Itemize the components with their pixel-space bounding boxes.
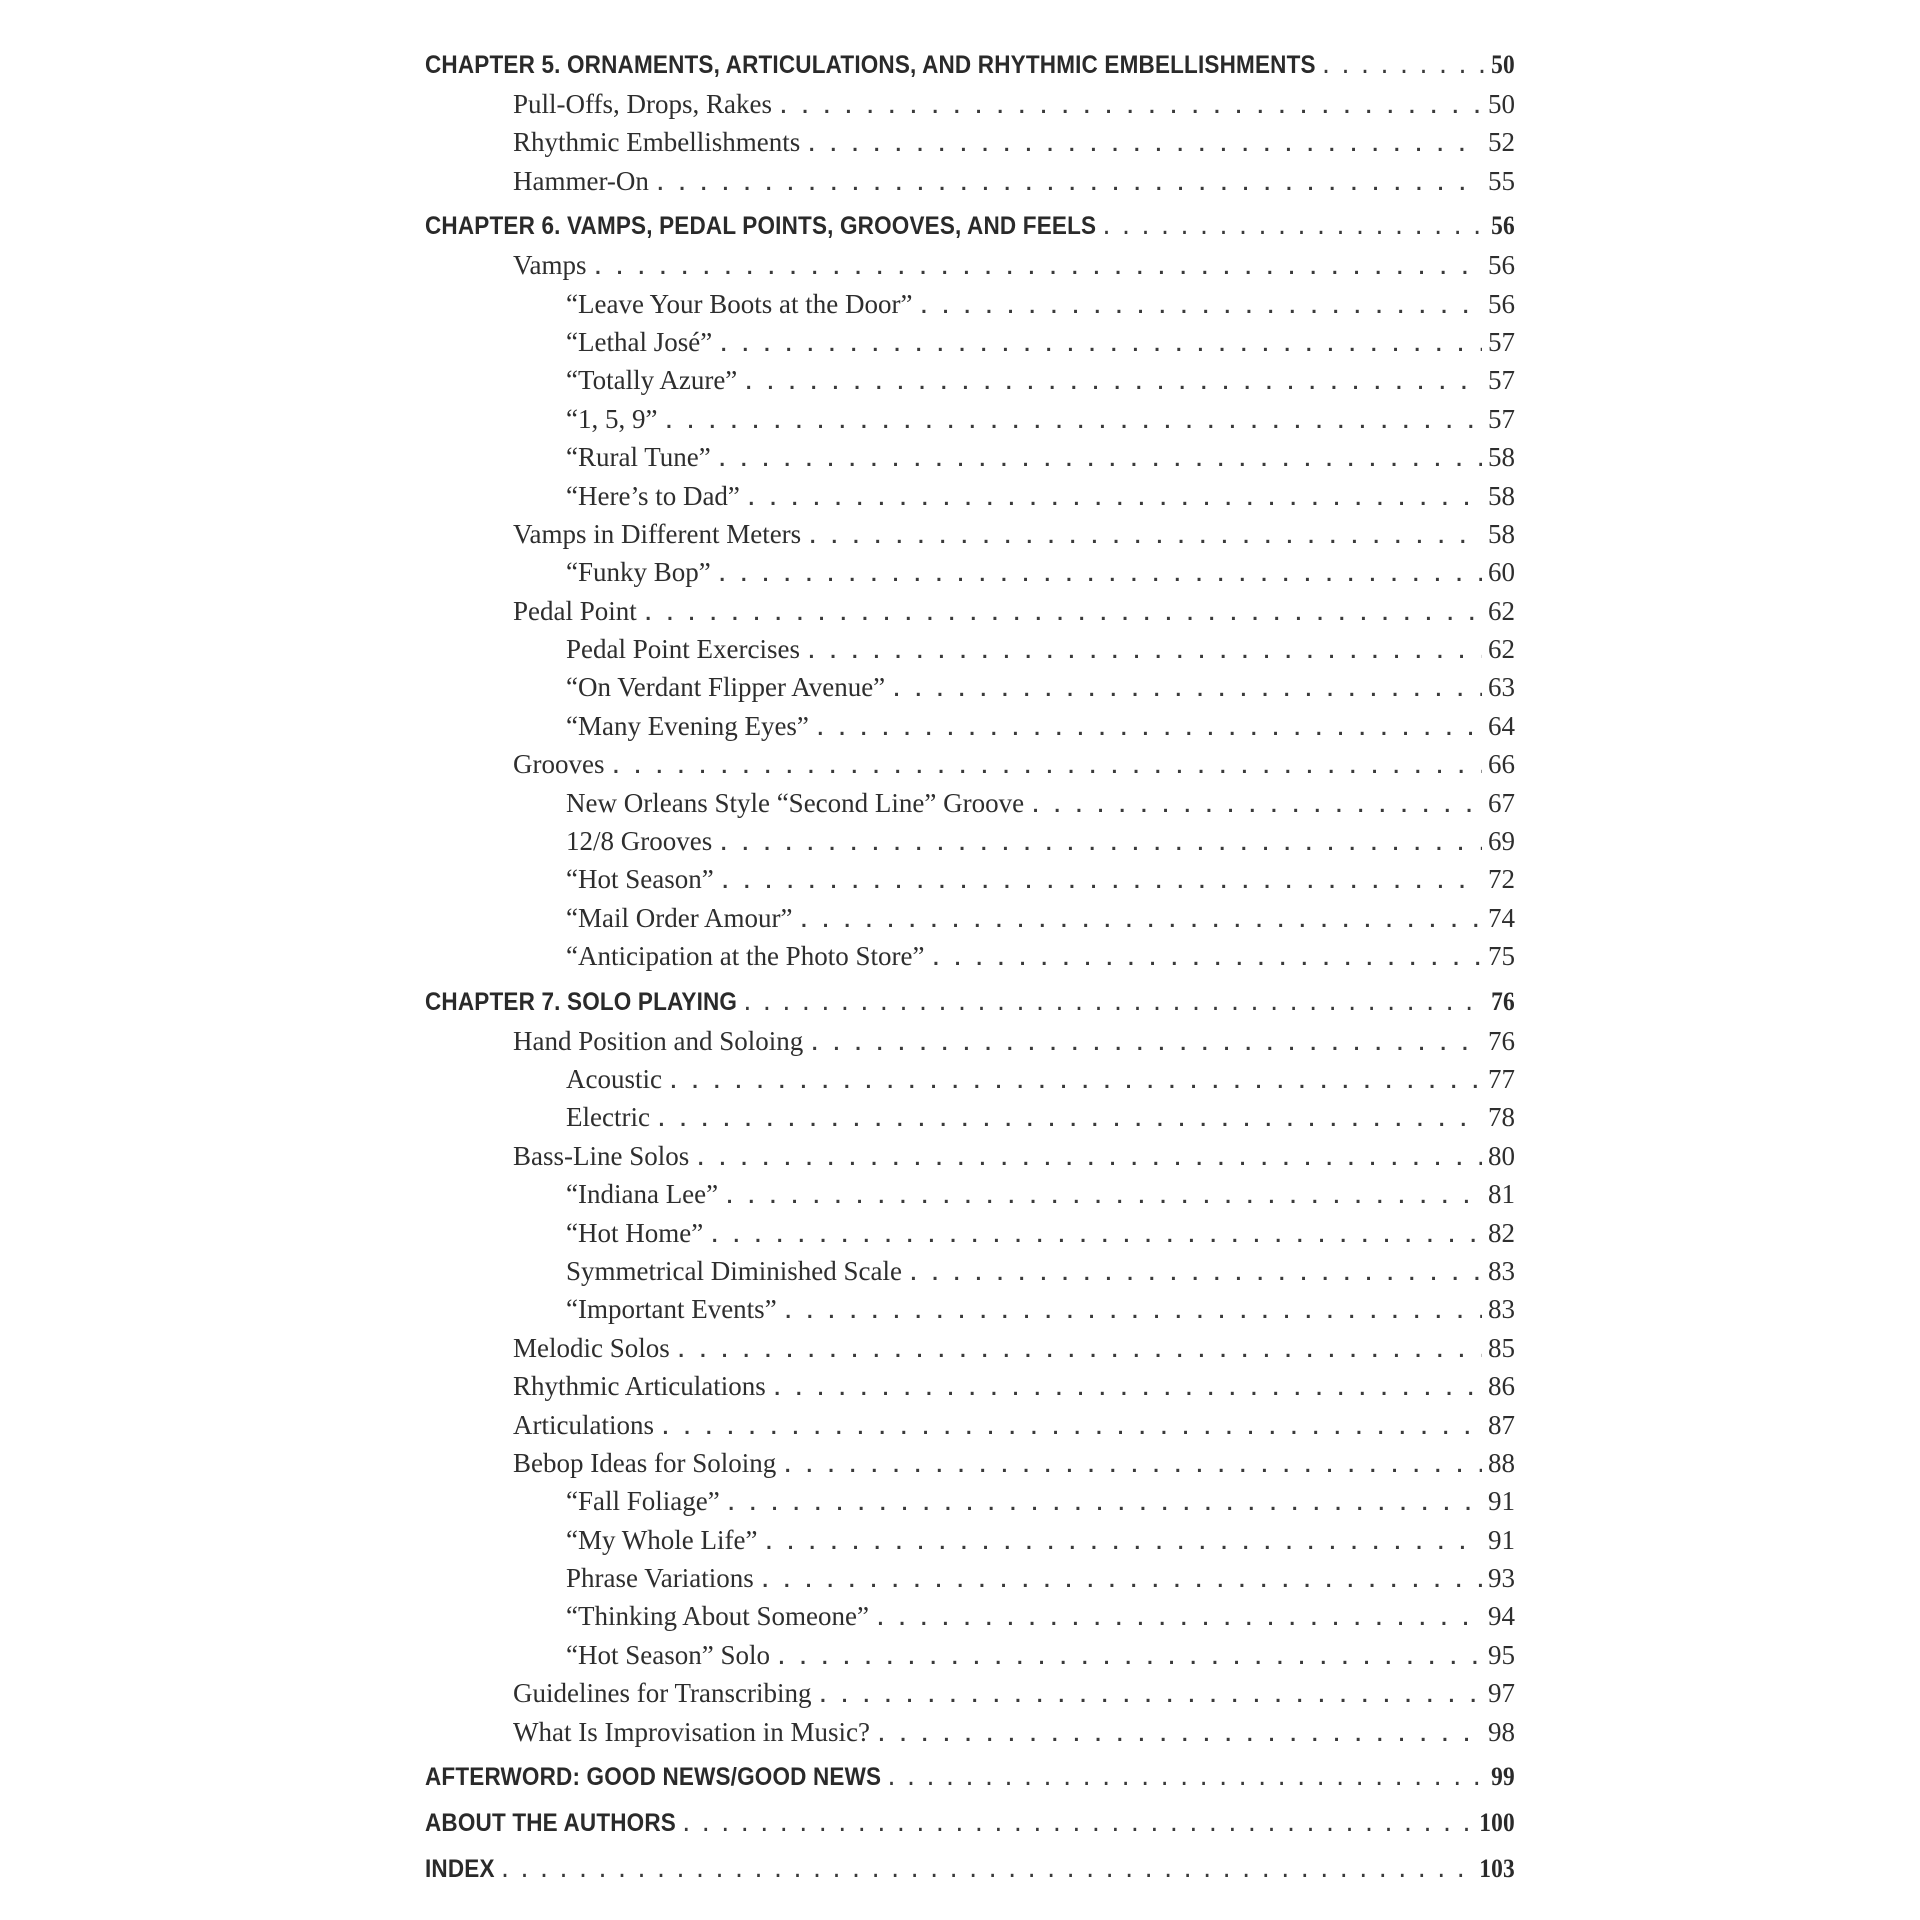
toc-entry-page-number: 62 — [1488, 595, 1515, 626]
toc-subsection-entry[interactable] — [425, 1636, 1515, 1674]
toc-entry-page-number: 56 — [1491, 211, 1515, 241]
toc-section-entry[interactable] — [425, 85, 1515, 123]
toc-entry-page-number: 57 — [1488, 326, 1515, 357]
toc-entry-page-number: 57 — [1488, 403, 1515, 434]
toc-subsection-entry[interactable] — [425, 1521, 1515, 1559]
toc-entry-page-number: 56 — [1488, 250, 1515, 281]
dot-leader — [908, 1253, 1482, 1290]
toc-subsection-entry[interactable] — [425, 285, 1515, 323]
dot-leader — [891, 669, 1482, 706]
toc-subsection-entry[interactable] — [425, 477, 1515, 515]
toc-subsection-entry[interactable] — [425, 630, 1515, 668]
toc-section-entry[interactable] — [425, 1329, 1515, 1367]
toc-entry-title: Bass-Line Solos — [513, 1140, 690, 1171]
dot-leader — [681, 1803, 1473, 1843]
dot-leader — [783, 1291, 1482, 1328]
toc-entry-title: Symmetrical Diminished Scale — [566, 1255, 902, 1286]
toc-entry-title: “On Verdant Flipper Avenue” — [566, 672, 886, 703]
dot-leader — [1102, 206, 1486, 246]
toc-entry-title: “Leave Your Boots at the Door” — [566, 288, 913, 319]
toc-entry-page-number: 80 — [1488, 1140, 1515, 1171]
toc-entry-page-number: 56 — [1488, 288, 1515, 319]
toc-entry-title: CHAPTER 6. VAMPS, PEDAL POINTS, GROOVES, AND FEELS — [425, 212, 1097, 241]
toc-entry-page-number: 77 — [1488, 1063, 1515, 1094]
toc-entry-page-number: 78 — [1488, 1102, 1515, 1133]
toc-entry-title: “Important Events” — [566, 1294, 777, 1325]
toc-entry-title: “1, 5, 9” — [566, 403, 658, 434]
toc-entry-page-number: 76 — [1488, 1025, 1515, 1056]
dot-leader — [807, 516, 1482, 553]
toc-entry-page-number: 52 — [1488, 127, 1515, 158]
toc-entry-title: “Hot Season” Solo — [566, 1639, 770, 1670]
dot-leader — [918, 286, 1482, 323]
toc-chapter-entry[interactable] — [425, 44, 1515, 85]
dot-leader — [663, 401, 1482, 438]
toc-entry-page-number: 76 — [1491, 986, 1515, 1016]
dot-leader — [817, 1675, 1482, 1712]
toc-section-entry[interactable] — [425, 162, 1515, 200]
toc-section-entry[interactable] — [425, 1137, 1515, 1175]
toc-entry-page-number: 91 — [1488, 1486, 1515, 1517]
toc-entry-title: 12/8 Grooves — [566, 826, 713, 857]
toc-entry-title: Melodic Solos — [513, 1332, 670, 1363]
dot-leader — [772, 1368, 1482, 1405]
toc-entry-title: Hand Position and Soloing — [513, 1025, 804, 1056]
toc-subsection-entry[interactable] — [425, 707, 1515, 745]
toc-subsection-entry[interactable] — [425, 1060, 1515, 1098]
toc-subsection-entry[interactable] — [425, 400, 1515, 438]
dot-leader — [776, 1637, 1482, 1674]
dot-leader — [1321, 45, 1486, 85]
dot-leader — [815, 708, 1482, 745]
toc-entry-title: New Orleans Style “Second Line” Groove — [566, 787, 1025, 818]
dot-leader — [668, 1061, 1482, 1098]
dot-leader — [806, 631, 1482, 668]
toc-entry-title: “Fall Foliage” — [566, 1486, 720, 1517]
toc-section-entry[interactable] — [425, 1713, 1515, 1751]
dot-leader — [593, 247, 1483, 284]
dot-leader — [930, 938, 1482, 975]
dot-leader — [763, 1522, 1482, 1559]
dot-leader — [778, 86, 1482, 123]
toc-chapter-entry[interactable] — [425, 981, 1515, 1022]
toc-subsection-entry[interactable] — [425, 668, 1515, 706]
dot-leader — [809, 1023, 1482, 1060]
toc-subsection-entry[interactable] — [425, 1559, 1515, 1597]
toc-entry-title: INDEX — [425, 1855, 495, 1884]
toc-chapter-entry[interactable] — [425, 205, 1515, 246]
toc-entry-title: Vamps — [513, 250, 587, 281]
dot-leader — [709, 1215, 1482, 1252]
toc-entry-page-number: 58 — [1488, 518, 1515, 549]
toc-entry-title: “Totally Azure” — [566, 365, 738, 396]
dot-leader — [806, 124, 1482, 161]
toc-entry-page-number: 98 — [1488, 1716, 1515, 1747]
dot-leader — [887, 1757, 1486, 1797]
toc-entry-page-number: 83 — [1488, 1294, 1515, 1325]
toc-entry-page-number: 69 — [1488, 826, 1515, 857]
toc-entry-page-number: 75 — [1488, 941, 1515, 972]
toc-chapter-entry[interactable] — [425, 1802, 1515, 1843]
dot-leader — [1030, 785, 1482, 822]
toc-entry-title: Vamps in Different Meters — [513, 518, 802, 549]
toc-entry-page-number: 99 — [1491, 1762, 1515, 1792]
toc-entry-title: “Lethal José” — [566, 326, 713, 357]
toc-subsection-entry[interactable] — [425, 1482, 1515, 1520]
toc-entry-page-number: 95 — [1488, 1639, 1515, 1670]
toc-entry-page-number: 83 — [1488, 1255, 1515, 1286]
toc-entry-page-number: 93 — [1488, 1563, 1515, 1594]
toc-subsection-entry[interactable] — [425, 553, 1515, 591]
toc-entry-title: AFTERWORD: GOOD NEWS/GOOD NEWS — [425, 1763, 882, 1792]
toc-subsection-entry[interactable] — [425, 1252, 1515, 1290]
toc-entry-title: Grooves — [513, 749, 605, 780]
toc-entry-page-number: 100 — [1479, 1808, 1515, 1838]
dot-leader — [718, 823, 1482, 860]
toc-chapter-entry[interactable] — [425, 1848, 1515, 1889]
dot-leader — [717, 439, 1482, 476]
table-of-contents — [425, 44, 1515, 1889]
toc-entry-title: “Hot Home” — [566, 1217, 704, 1248]
toc-section-entry[interactable] — [425, 1022, 1515, 1060]
dot-leader — [743, 362, 1482, 399]
toc-entry-title: “Mail Order Amour” — [566, 902, 793, 933]
toc-entry-title: ABOUT THE AUTHORS — [425, 1809, 676, 1838]
toc-entry-page-number: 85 — [1488, 1332, 1515, 1363]
toc-section-entry[interactable] — [425, 515, 1515, 553]
toc-entry-page-number: 81 — [1488, 1179, 1515, 1210]
toc-chapter-entry[interactable] — [425, 1756, 1515, 1797]
toc-entry-title: Rhythmic Embellishments — [513, 127, 801, 158]
toc-entry-page-number: 72 — [1488, 864, 1515, 895]
toc-entry-title: Guidelines for Transcribing — [513, 1678, 812, 1709]
toc-entry-title: “Here’s to Dad” — [566, 480, 740, 511]
dot-leader — [610, 746, 1482, 783]
dot-leader — [876, 1714, 1482, 1751]
toc-entry-title: Phrase Variations — [566, 1563, 754, 1594]
toc-entry-page-number: 88 — [1488, 1447, 1515, 1478]
toc-entry-page-number: 57 — [1488, 365, 1515, 396]
toc-section-entry[interactable] — [425, 246, 1515, 284]
toc-subsection-entry[interactable] — [425, 899, 1515, 937]
toc-entry-title: “Many Evening Eyes” — [566, 710, 809, 741]
toc-subsection-entry[interactable] — [425, 937, 1515, 975]
dot-leader — [720, 861, 1482, 898]
dot-leader — [660, 1407, 1482, 1444]
toc-entry-page-number: 74 — [1488, 902, 1515, 933]
toc-entry-title: “Funky Bop” — [566, 557, 711, 588]
toc-entry-title: Pedal Point Exercises — [566, 634, 800, 665]
dot-leader — [718, 324, 1482, 361]
dot-leader — [643, 593, 1482, 630]
toc-entry-page-number: 55 — [1488, 165, 1515, 196]
toc-section-entry[interactable] — [425, 1444, 1515, 1482]
toc-section-entry[interactable] — [425, 123, 1515, 161]
toc-entry-title: “Rural Tune” — [566, 442, 711, 473]
toc-entry-title: CHAPTER 7. SOLO PLAYING — [425, 987, 738, 1016]
dot-leader — [875, 1598, 1482, 1635]
toc-subsection-entry[interactable] — [425, 1214, 1515, 1252]
toc-entry-title: Articulations — [513, 1409, 654, 1440]
toc-entry-title: “Thinking About Someone” — [566, 1601, 869, 1632]
dot-leader — [760, 1560, 1482, 1597]
toc-entry-title: CHAPTER 5. ORNAMENTS, ARTICULATIONS, AND RHYTHMIC EMBELLISHMENTS — [425, 51, 1316, 79]
toc-entry-title: Pull-Offs, Drops, Rakes — [513, 89, 772, 119]
dot-leader — [655, 163, 1482, 200]
dot-leader — [717, 554, 1482, 591]
toc-entry-title: What Is Improvisation in Music? — [513, 1716, 870, 1747]
toc-section-entry[interactable] — [425, 745, 1515, 783]
toc-entry-title: “Hot Season” — [566, 864, 714, 895]
dot-leader — [798, 900, 1482, 937]
toc-entry-title: Hammer-On — [513, 165, 649, 196]
toc-section-entry[interactable] — [425, 1367, 1515, 1405]
toc-subsection-entry[interactable] — [425, 1597, 1515, 1635]
toc-entry-page-number: 60 — [1488, 557, 1515, 588]
toc-entry-page-number: 64 — [1488, 710, 1515, 741]
toc-entry-page-number: 67 — [1488, 787, 1515, 818]
toc-entry-page-number: 50 — [1488, 89, 1515, 119]
toc-entry-page-number: 86 — [1488, 1371, 1515, 1402]
toc-entry-page-number: 50 — [1491, 50, 1515, 79]
toc-entry-title: “Indiana Lee” — [566, 1179, 719, 1210]
toc-subsection-entry[interactable] — [425, 1175, 1515, 1213]
toc-entry-title: Bebop Ideas for Soloing — [513, 1447, 777, 1478]
toc-entry-page-number: 58 — [1488, 480, 1515, 511]
dot-leader — [743, 982, 1486, 1022]
toc-entry-page-number: 97 — [1488, 1678, 1515, 1709]
toc-subsection-entry[interactable] — [425, 1098, 1515, 1136]
toc-section-entry[interactable] — [425, 1406, 1515, 1444]
dot-leader — [746, 478, 1482, 515]
toc-subsection-entry[interactable] — [425, 361, 1515, 399]
toc-subsection-entry[interactable] — [425, 784, 1515, 822]
toc-entry-title: Rhythmic Articulations — [513, 1371, 766, 1402]
toc-subsection-entry[interactable] — [425, 860, 1515, 898]
toc-section-entry[interactable] — [425, 1674, 1515, 1712]
toc-entry-title: “My Whole Life” — [566, 1524, 758, 1555]
dot-leader — [656, 1099, 1482, 1136]
toc-entry-page-number: 58 — [1488, 442, 1515, 473]
toc-subsection-entry[interactable] — [425, 438, 1515, 476]
dot-leader — [724, 1176, 1482, 1213]
toc-entry-page-number: 66 — [1488, 749, 1515, 780]
dot-leader — [726, 1483, 1482, 1520]
toc-entry-page-number: 103 — [1479, 1854, 1515, 1884]
toc-entry-title: Electric — [566, 1102, 650, 1133]
toc-section-entry[interactable] — [425, 592, 1515, 630]
toc-entry-title: “Anticipation at the Photo Store” — [566, 941, 925, 972]
dot-leader — [500, 1849, 1474, 1889]
dot-leader — [782, 1445, 1482, 1482]
toc-subsection-entry[interactable] — [425, 323, 1515, 361]
toc-entry-page-number: 63 — [1488, 672, 1515, 703]
dot-leader — [695, 1138, 1482, 1175]
toc-entry-page-number: 62 — [1488, 634, 1515, 665]
toc-entry-page-number: 94 — [1488, 1601, 1515, 1632]
toc-entry-title: Pedal Point — [513, 595, 637, 626]
dot-leader — [676, 1330, 1482, 1367]
toc-entry-title: Acoustic — [566, 1063, 662, 1094]
toc-entry-page-number: 91 — [1488, 1524, 1515, 1555]
toc-subsection-entry[interactable] — [425, 822, 1515, 860]
toc-subsection-entry[interactable] — [425, 1290, 1515, 1328]
toc-entry-page-number: 87 — [1488, 1409, 1515, 1440]
toc-entry-page-number: 82 — [1488, 1217, 1515, 1248]
